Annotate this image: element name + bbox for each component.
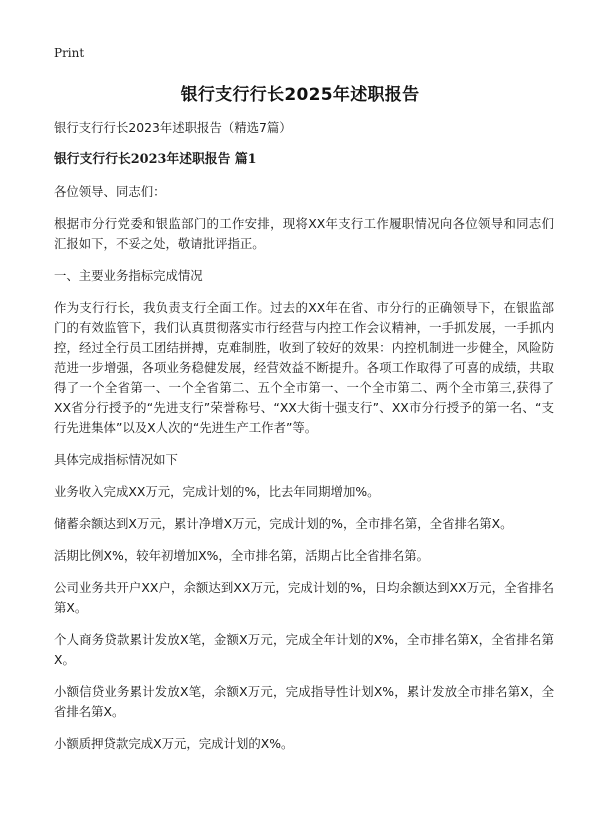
greeting: 各位领导、同志们： xyxy=(54,184,166,199)
heading-main-indicators: 一、主要业务指标完成情况 xyxy=(54,268,203,283)
document-subtitle: 银行支行行长2023年述职报告（精选7篇） xyxy=(54,120,292,135)
document-body xyxy=(54,118,554,766)
indicator-item-business-loan: 个人商务贷款累计发放X笔，金额X万元，完成全年计划的X%，全市排名第X，全省排名第X。 xyxy=(54,632,554,667)
indicator-item-demand-ratio: 活期比例X%，较年初增加X%，全市排名第，活期占比全省排名第。 xyxy=(54,548,430,563)
intro-paragraph: 根据市分行党委和银监部门的工作安排，现将XX年支行工作履职情况向各位领导和同志们汇报如下，不妥之处，敬请批评指正。 xyxy=(54,216,554,251)
section-title: 银行支行行长2023年述职报告 篇1 xyxy=(54,152,257,167)
summary-paragraph: 作为支行行长，我负责支行全面工作。过去的XX年在省、市分行的正确领导下，在银监部门的有效监管下，我们认真贯彻落实市行经营与内控工作会议精神，一手抓发展，一手抓内控，经过全行员工团结拼搏，克难制胜，收到了较好的效果：内控机制进一步健全，风险防范进一步增强，各项业务稳健发展，经营效益不断提升。各项工作取得了可喜的成绩，共取得了一个全省第一、一个全省第二、五个全市第一、一个全市第二、两个全市第三,获得了XX省分行授予的“先进支行”荣誉称号、“XX大街十强支行”、XX市分行授予的第一名、“支行先进集体”以及X人次的“先进生产工作者”等。 xyxy=(54,300,554,435)
heading-details: 具体完成指标情况如下 xyxy=(54,452,178,467)
page-title: 银行支行行长2025年述职报告 xyxy=(180,85,420,105)
indicator-item-savings: 储蓄余额达到X万元，累计净增X万元，完成计划的%，全市排名第，全省排名第X。 xyxy=(54,516,513,531)
indicator-item-income: 业务收入完成XX万元，完成计划的%，比去年同期增加%。 xyxy=(54,484,380,499)
indicator-item-pledge-loan: 小额质押贷款完成X万元，完成计划的X%。 xyxy=(54,736,294,751)
indicator-item-corporate: 公司业务共开户XX户，余额达到XX万元，完成计划的%，日均余额达到XX万元，全省排名第X。 xyxy=(54,580,554,615)
print-link[interactable]: Print xyxy=(54,46,85,60)
indicator-item-microcredit: 小额信贷业务累计发放X笔，余额X万元，完成指导性计划X%，累计发放全市排名第X，全省排名第X。 xyxy=(54,684,554,719)
